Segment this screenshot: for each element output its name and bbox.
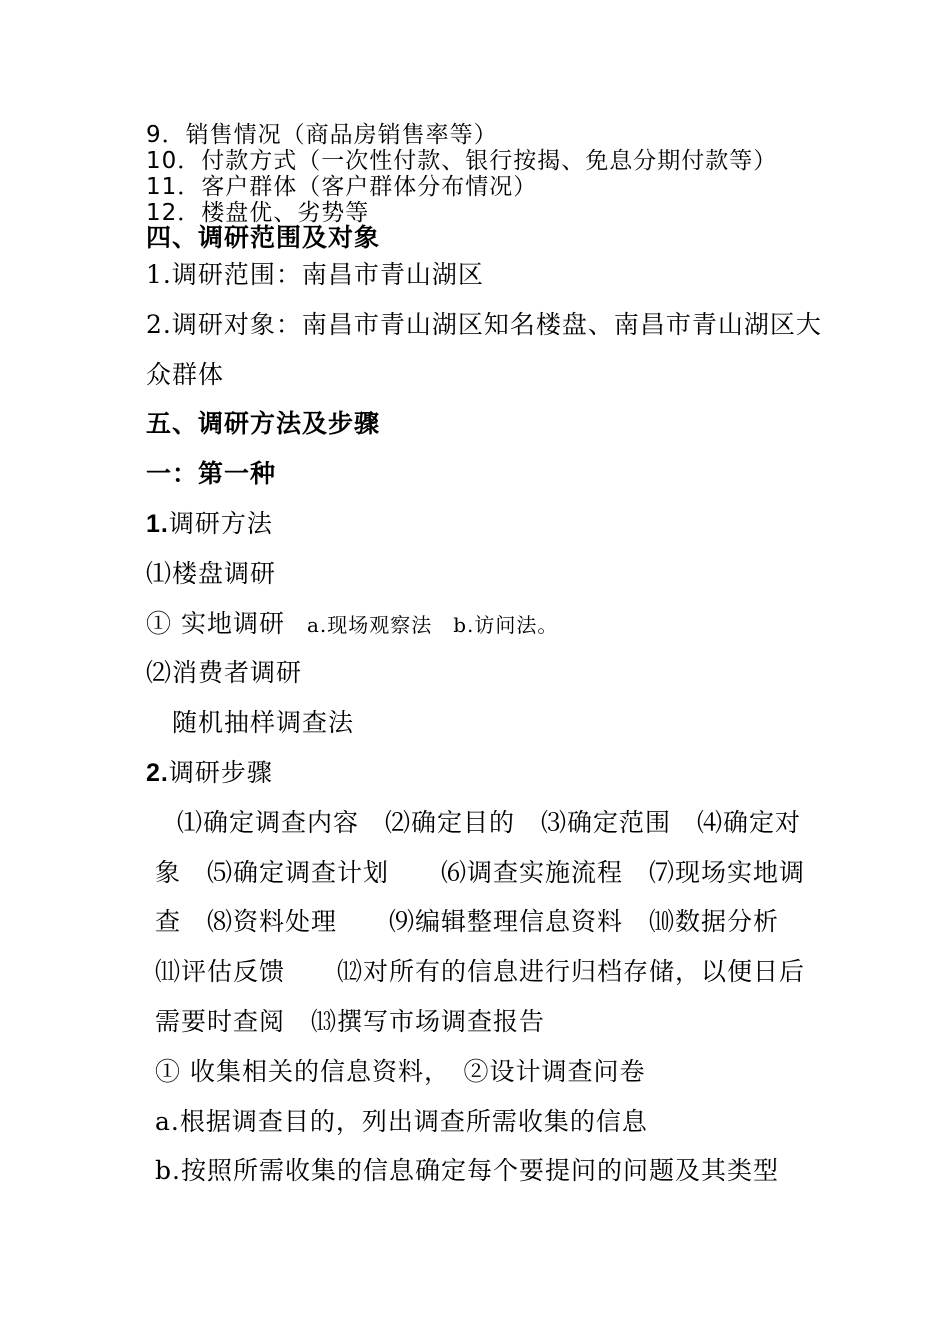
list-item-9: 9．销售情况（商品房销售率等） — [146, 122, 498, 148]
section-5-heading: 五、调研方法及步骤 — [146, 409, 381, 438]
consumer-survey: ⑵消费者调研 — [146, 658, 303, 687]
list-item-10: 10．付款方式（一次性付款、银行按揭、免息分期付款等） — [146, 148, 778, 174]
method-type-heading: 一：第一种 — [146, 459, 277, 488]
method-number: 1. — [146, 510, 169, 538]
section-4-heading: 四、调研范围及对象 — [146, 223, 381, 252]
target-item-line-2: 众群体 — [146, 360, 225, 389]
field-survey — [146, 611, 558, 636]
steps-line-5: 需要时查阅 ⒀撰写市场调查报告 — [155, 1007, 546, 1036]
collect-item-a: a.根据调查目的，列出调查所需收集的信息 — [155, 1107, 648, 1136]
steps-heading — [146, 760, 273, 786]
steps-line-1: ⑴确定调查内容 ⑵确定目的 ⑶确定范围 ⑷确定对 — [177, 808, 802, 837]
collect-info: ① 收集相关的信息资料， ②设计调查问卷 — [155, 1057, 646, 1086]
list-item-12: 12．楼盘优、劣势等 — [146, 200, 370, 226]
steps-label: 调研步骤 — [168, 758, 273, 787]
field-survey-label: ① 实地调研 — [146, 609, 285, 638]
collect-item-b: b.按照所需收集的信息确定每个要提问的问题及其类型 — [155, 1156, 779, 1185]
steps-line-3: 查 ⑻资料处理 ⑼编辑整理信息资料 ⑽数据分析 — [155, 907, 780, 936]
property-survey: ⑴楼盘调研 — [146, 559, 277, 588]
target-item-line-1: 2.调研对象：南昌市青山湖区知名楼盘、南昌市青山湖区大 — [146, 310, 822, 339]
steps-line-4: ⑾评估反馈 ⑿对所有的信息进行归档存储，以便日后 — [155, 957, 806, 986]
method-label: 调研方法 — [168, 509, 273, 538]
scope-item: 1.调研范围：南昌市青山湖区 — [146, 260, 484, 289]
steps-line-2: 象 ⑸确定调查计划 ⑹调查实施流程 ⑺现场实地调 — [155, 858, 806, 887]
list-item-11: 11．客户群体（客户群体分布情况） — [146, 174, 538, 200]
steps-number: 2. — [146, 759, 169, 787]
field-survey-methods: a.现场观察法 b.访问法。 — [306, 613, 559, 637]
method-heading — [146, 511, 273, 537]
random-sampling: 随机抽样调查法 — [172, 708, 355, 737]
